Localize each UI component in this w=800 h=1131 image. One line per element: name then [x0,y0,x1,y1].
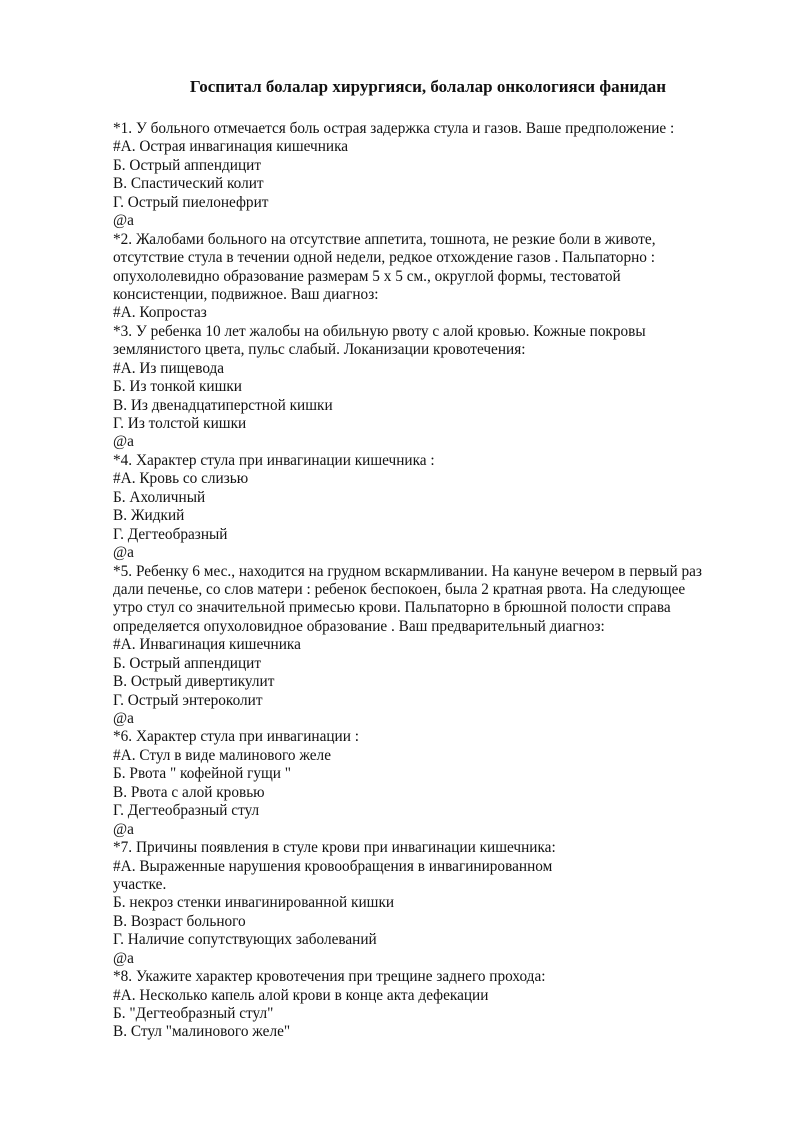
answer-option: Б. Острый аппендицит [113,156,262,174]
answer-option: #А. Инвагинация кишечника [113,636,301,654]
answer-option: В. Из двенадцатиперстной кишки [113,396,333,414]
question-block [113,452,753,563]
answer-option: В. Рвота с алой кровью [113,783,265,801]
answer-option: В. Стул "малинового желе" [113,1023,291,1041]
question-text: *5. Ребенку 6 мес., находится на грудном вскармливании. На кануне вечером в первый раз [113,562,702,580]
answer-option: #А. Несколько капель алой крови в конце акта дефекации [113,986,489,1004]
answer-option: #А. Выраженные нарушения кровообращения в инвагинированном [113,857,553,875]
answer-option: Г. Дегтеобразный стул [113,802,260,820]
question-text: утро стул со значительной примесью крови. Пальпаторно в брюшной полости справа [113,599,671,617]
question-block [113,563,753,729]
question-text: определяется опухоловидное образование . Ваш предварительный диагноз: [113,617,605,635]
answer-key-marker: @а [113,949,134,967]
answer-option: Б. Из тонкой кишки [113,378,242,396]
answer-key-marker: @а [113,544,134,562]
question-text: *7. Причины появления в стуле крови при инвагинации кишечника: [113,839,556,857]
question-text: консистенции, подвижное. Ваш диагноз: [113,285,379,303]
question-text: *6. Характер стула при инвагинации : [113,728,359,746]
answer-option: Г. Наличие сопутствующих заболеваний [113,931,377,949]
answer-option: Г. Острый энтероколит [113,691,263,709]
answer-option: #А. Копростаз [113,304,207,322]
answer-option: Г. Дегтеобразный [113,525,228,543]
answer-key-marker: @а [113,710,134,727]
answer-option: участке. [113,875,167,893]
answer-key-marker: @а [113,433,134,451]
question-text: *8. Укажите характер кровотечения при трещине заднего прохода: [113,968,546,986]
answer-option: #А. Кровь со слизью [113,470,249,488]
answer-option: #А. Из пищевода [113,359,225,377]
question-text: *3. У ребенка 10 лет жалобы на обильную рвоту с алой кровью. Кожные покровы [113,322,646,340]
answer-option: Г. Острый пиелонефрит [113,193,269,211]
answer-option: #А. Стул в виде малинового желе [113,746,331,764]
question-text: *1. У больного отмечается боль острая задержка стула и газов. Ваше предположение : [113,120,675,137]
question-block [113,323,753,452]
answer-option: Б. некроз стенки инвагинированной кишки [113,894,395,912]
answer-key-marker: @а [113,212,134,230]
question-block [113,231,753,323]
question-text: отсутствие стула в течении одной недели, редкое отхождение газов . Пальпаторно : [113,249,656,267]
answer-option: Б. Ахоличный [113,488,206,506]
answer-option: В. Острый дивертикулит [113,673,275,691]
question-block [113,728,753,839]
answer-option: В. Спастический колит [113,175,264,193]
answer-option: В. Жидкий [113,507,185,525]
question-text: *2. Жалобами больного на отсутствие аппетита, тошнота, не резкие боли в животе, [113,230,656,248]
answer-option: Б. Рвота " кофейной гущи " [113,765,292,783]
question-text: дали печенье, со слов матери : ребенок беспокоен, была 2 кратная рвота. На следующее [113,580,686,598]
question-text: опухололевидно образование размерам 5 х 5 см., округлой формы, тестоватой [113,267,621,285]
question-list [113,120,753,1042]
question-text: землянистого цвета, пульс слабый. Локанизации кровотечения: [113,341,526,359]
document-title: Госпитал болалар хирургияси, болалар онкологияси фанидан [189,77,667,96]
answer-option: В. Возраст больного [113,912,246,930]
question-block [113,120,753,231]
question-block [113,839,753,968]
answer-option: #А. Острая инвагинация кишечника [113,138,349,156]
question-block [113,968,753,1042]
answer-option: Б. Острый аппендицит [113,654,262,672]
answer-option: Б. "Дегтеобразный стул" [113,1005,274,1022]
answer-option: Г. Из толстой кишки [113,415,247,432]
question-text: *4. Характер стула при инвагинации кишечника : [113,451,435,469]
answer-key-marker: @а [113,820,134,838]
